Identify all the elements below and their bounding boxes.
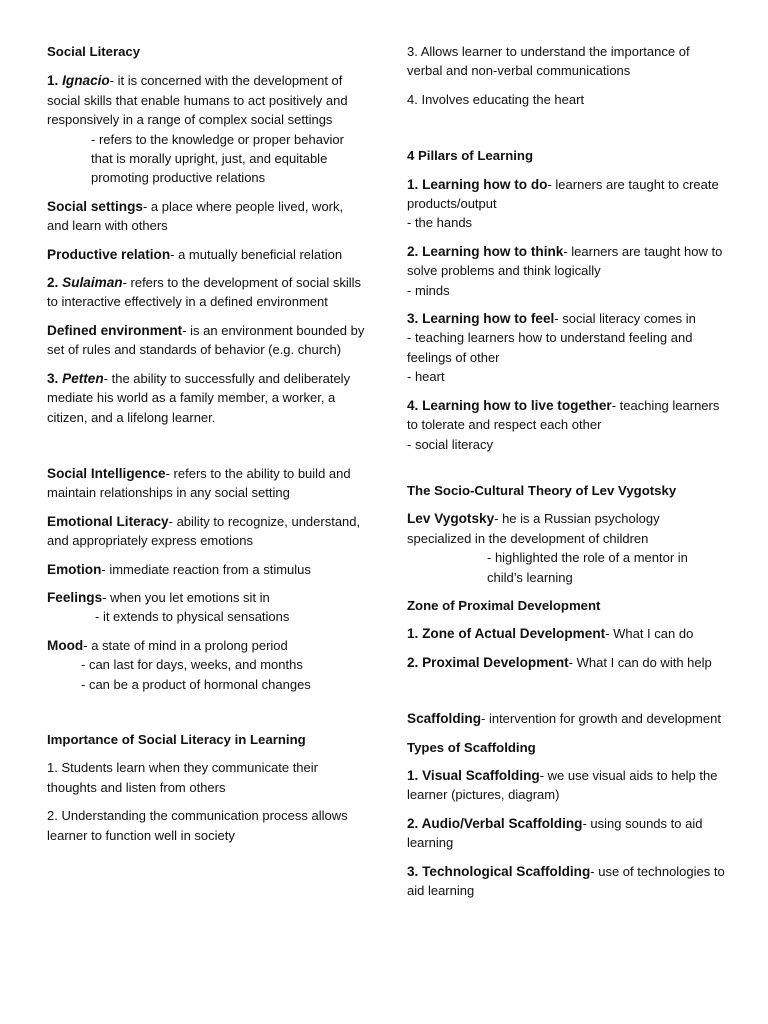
mood-subpoint-1: - can last for days, weeks, and months [81,657,303,673]
pillar-item [407,242,727,300]
importance-item: 3. Allows learner to understand the importance of verbal and non-verbal communications [407,44,690,79]
ignacio-number: 1. [47,73,63,89]
social-settings-term: Social settings [47,198,143,214]
definition-social-intelligence [47,464,365,503]
vygotsky-definition: - he is a Russian psychology specialized in the development of children [407,511,660,546]
section-title-types-of-scaffolding: Types of Scaffolding [407,739,536,755]
zpd-term: 2. Proximal Development [407,654,569,670]
definition-social-settings [47,197,365,236]
mood-definition: - a state of mind in a prolong period [83,637,288,653]
zpd-definition: - What I can do with help [568,654,712,670]
pillar-term: 2. Learning how to think [407,243,564,259]
scaffolding-type-definition: - use of technologies to aid learning [407,863,725,898]
pillar-term: 1. Learning how to do [407,176,548,192]
emotion-term: Emotion [47,561,102,577]
zpd-item [407,624,727,643]
zpd-definition: - What I can do [605,626,694,642]
scaffolding-type-definition: - using sounds to aid learning [407,815,703,851]
importance-item: 4. Involves educating the heart [407,91,585,107]
spacer [407,681,727,709]
pillar-definition: - learners are taught how to solve problems and think logically [407,243,723,279]
social-intelligence-term: Social Intelligence [47,465,166,481]
importance-item: 2. Understanding the communication process allows learner to function well in society [47,808,348,843]
section-title-importance: Importance of Social Literacy in Learning [47,731,306,747]
ignacio-definition: - it is concerned with the development of social skills that enable humans to act positively and responsively in a range of complex social settings [47,73,348,128]
scaffolding-type-item [407,814,727,853]
social-settings-definition: - a place where people lived, work, and learn with others [47,198,344,234]
petten-name: Petten [62,370,104,386]
mood-term: Mood [47,637,84,653]
spacer [47,436,365,464]
scaffolding-type-item [407,862,727,901]
section-title-vygotsky: The Socio-Cultural Theory of Lev Vygotsky [407,482,677,498]
definition-lev-vygotsky [407,509,727,587]
sulaiman-definition: - refers to the development of social skills to interactive effectively in a defined environment [47,275,361,310]
ignacio-definition-2: - refers to the knowledge or proper behavior that is morally upright, just, and equitable promoting productive relations [91,131,344,186]
section-title-social-literacy: Social Literacy [47,44,141,59]
scaffolding-type-term: 1. Visual Scaffolding [407,767,540,783]
vygotsky-term: Lev Vygotsky [407,511,495,527]
section-title-zpd: Zone of Proximal Development [407,597,601,613]
scaffolding-definition: - intervention for growth and development [481,711,721,727]
definition-defined-environment [47,321,365,360]
scaffolding-type-definition: - we use visual aids to help the learner (pictures, diagram) [407,767,718,803]
petten-number: 3. [47,370,63,386]
sulaiman-name: Sulaiman [62,275,123,291]
definition-emotional-literacy [47,512,365,551]
pillar-subpoint: - teaching learners how to understand feeling and feelings of other [407,330,693,365]
definition-petten [47,369,365,427]
pillar-item [407,175,727,233]
spacer [407,118,727,146]
definition-productive-relation [47,245,365,264]
vygotsky-definition-2: - highlighted the role of a mentor in child’s learning [487,550,688,585]
ignacio-name: Ignacio [62,73,110,89]
pillar-definition: - learners are taught to create products/output [407,176,719,212]
definition-mood [47,636,365,694]
definition-ignacio [47,71,365,187]
pillar-item [407,309,727,387]
pillar-subpoint: - minds [407,282,450,298]
pillar-definition: - social literacy comes in [554,311,696,327]
spacer [47,703,365,730]
pillar-subpoint: - social literacy [407,436,493,452]
emotional-literacy-term: Emotional Literacy [47,513,169,529]
left-column [47,42,365,854]
pillar-term: 3. Learning how to feel [407,311,555,327]
definition-feelings [47,588,365,627]
scaffolding-type-item [407,766,727,805]
zpd-term: 1. Zone of Actual Development [407,626,606,642]
definition-scaffolding [407,709,727,728]
productive-relation-term: Productive relation [47,246,171,262]
section-title-pillars: 4 Pillars of Learning [407,148,534,164]
feelings-term: Feelings [47,589,103,605]
productive-relation-definition: - a mutually beneficial relation [170,246,343,262]
petten-definition: - the ability to successfully and deliberately mediate his world as a family member, a worker, a citizen, and a lifelong learner. [47,370,351,425]
definition-emotion [47,560,365,579]
right-column [407,42,727,909]
defined-environment-definition: - is an environment bounded by set of rules and standards of behavior (e.g. church) [47,322,365,358]
pillar-item [407,396,727,454]
mood-subpoint-2: - can be a product of hormonal changes [81,676,311,692]
defined-environment-term: Defined environment [47,322,183,338]
pillar-term: 4. Learning how to live together [407,397,612,413]
definition-sulaiman [47,273,365,312]
pillar-subpoint: - the hands [407,215,473,231]
zpd-item [407,653,727,672]
feelings-definition: - when you let emotions sit in [102,589,270,605]
scaffolding-term: Scaffolding [407,711,482,727]
importance-item: 1. Students learn when they communicate their thoughts and listen from others [47,760,318,795]
sulaiman-number: 2. [47,275,63,291]
scaffolding-type-term: 3. Technological Scaffolding [407,863,591,879]
emotion-definition: - immediate reaction from a stimulus [101,561,311,577]
spacer [407,463,727,481]
social-intelligence-definition: - refers to the ability to build and maintain relationships in any social setting [47,465,351,501]
emotional-literacy-definition: - ability to recognize, understand, and appropriately express emotions [47,513,361,549]
feelings-subpoint: - it extends to physical sensations [95,609,290,625]
pillar-subpoint: - heart [407,369,445,385]
scaffolding-type-term: 2. Audio/Verbal Scaffolding [407,815,583,831]
pillar-definition: - teaching learners to tolerate and respect each other [407,397,720,433]
